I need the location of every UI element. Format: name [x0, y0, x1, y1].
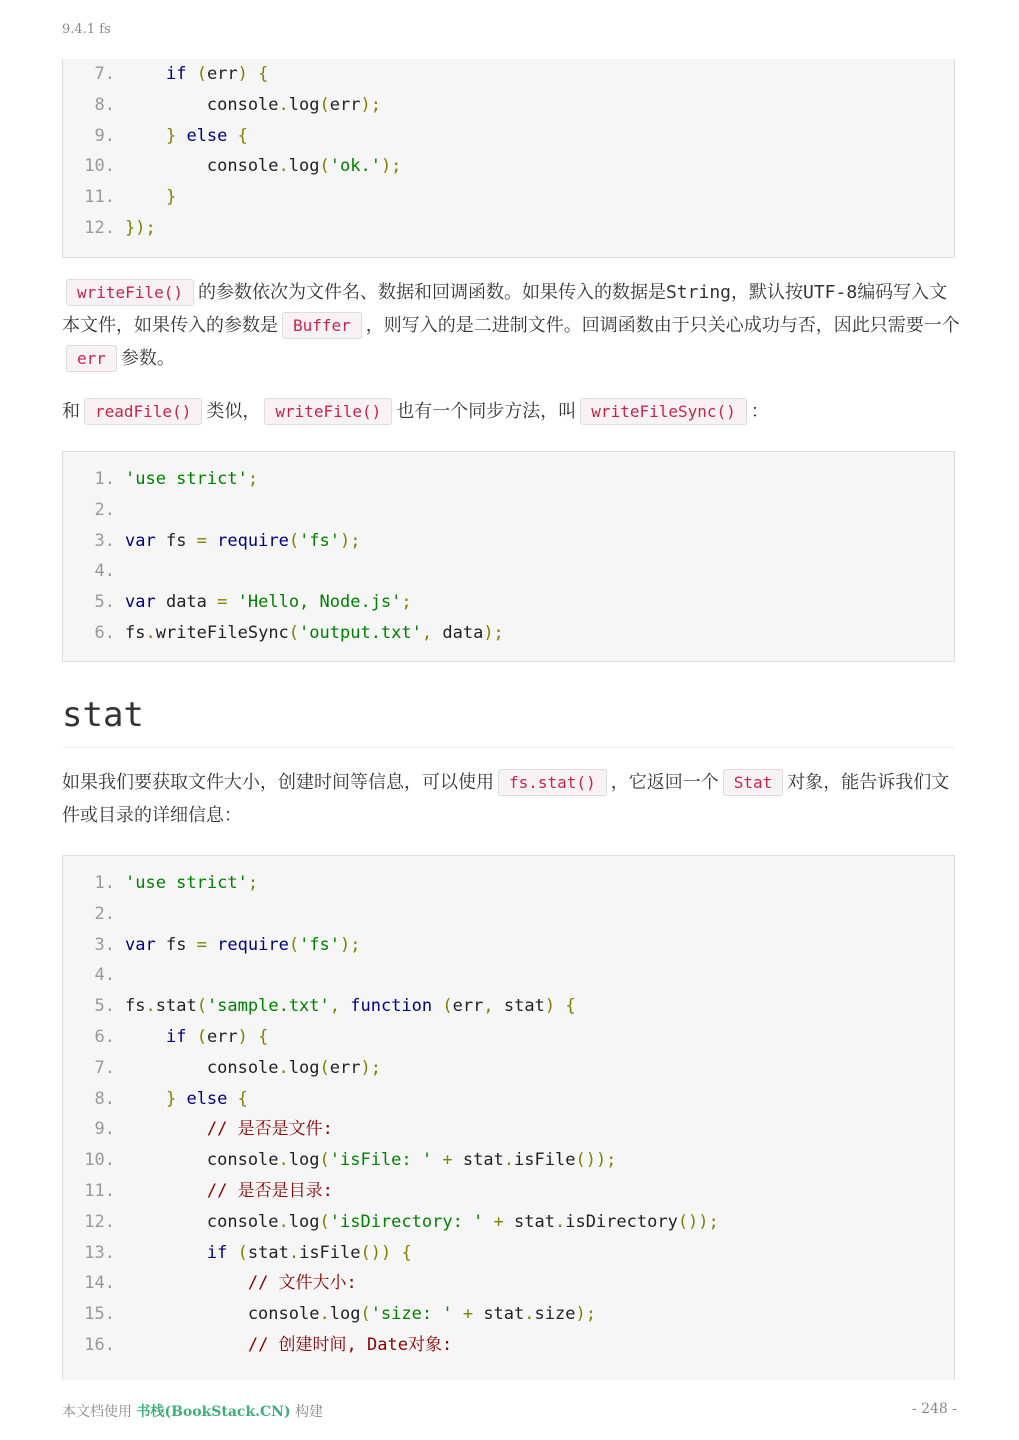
- inline-code-writefile: writeFile(): [264, 398, 392, 425]
- code-text: console.log('isFile: ' + stat.isFile());: [125, 1150, 617, 1171]
- code-line: [63, 59, 954, 90]
- inline-code-err: err: [66, 345, 117, 372]
- code-text: } else {: [165, 1088, 248, 1109]
- paragraph-text: ，默认按: [731, 282, 803, 303]
- footer-prefix: 本文档使用: [62, 1404, 132, 1420]
- code-text: if (err) {: [165, 64, 269, 84]
- line-number: 2.: [94, 903, 115, 924]
- code-line: [63, 1238, 954, 1269]
- running-header: 9.4.1 fs: [62, 22, 111, 37]
- code-text: console.log('ok.');: [125, 156, 402, 177]
- inline-code-readfile: readFile(): [84, 398, 202, 425]
- code-line: [63, 526, 954, 557]
- inline-mono-utf8: UTF-8: [803, 282, 858, 303]
- paragraph-text: ：: [750, 401, 769, 422]
- paragraph-text: ，则写入的是二进制文件。回调函数由于只关心成功与否，因此只需要一个: [365, 315, 960, 336]
- line-number: 3.: [94, 934, 115, 955]
- inline-code-writefilesync: writeFileSync(): [580, 398, 747, 425]
- code-block-write-file-sync: [62, 451, 955, 662]
- line-number: 1.: [94, 469, 115, 489]
- paragraph-text: 也有一个同步方法，叫: [396, 401, 577, 422]
- line-number: 15.: [84, 1304, 115, 1325]
- code-text: // 创建时间, Date对象:: [247, 1334, 453, 1355]
- code-line: [63, 899, 954, 930]
- paragraph-text: ，它返回一个: [610, 772, 719, 793]
- code-line: [63, 991, 954, 1022]
- code-line: [63, 930, 954, 961]
- inline-code-buffer: Buffer: [282, 312, 362, 339]
- line-number: 10.: [84, 1150, 115, 1171]
- code-text: console.log('isDirectory: ' + stat.isDirectory());: [125, 1211, 719, 1232]
- code-line: [63, 1145, 954, 1176]
- code-text: fs.writeFileSync('output.txt', data);: [125, 622, 504, 643]
- code-line: [63, 556, 954, 587]
- paragraph-text: 和: [62, 401, 80, 422]
- line-number: 8.: [94, 1088, 115, 1109]
- code-line: [63, 868, 954, 899]
- footer-brand-link[interactable]: 书栈(BookStack.CN): [136, 1404, 291, 1420]
- inline-code-writefile: writeFile(): [66, 279, 194, 306]
- line-number: 12.: [84, 1211, 115, 1232]
- code-text: // 是否是文件:: [206, 1119, 333, 1140]
- code-line: [63, 213, 954, 244]
- code-text: if (stat.isFile()) {: [206, 1242, 412, 1263]
- code-text: // 文件大小:: [247, 1273, 357, 1294]
- paragraph-text: 的参数依次为文件名、数据和回调函数。如果传入的数据是: [197, 282, 666, 303]
- code-text: fs.stat('sample.txt', function (err, stat) {: [125, 996, 576, 1017]
- paragraph-text: 对象，能告诉我们文件或目录的详细信息：: [62, 772, 950, 826]
- section-heading-stat: stat: [62, 695, 955, 748]
- inline-code-fs-stat: fs.stat(): [498, 769, 607, 796]
- code-block-write-file-callback: [62, 59, 955, 258]
- page-number: - 248 -: [911, 1401, 957, 1417]
- code-line: [63, 1176, 954, 1207]
- inline-code-stat: Stat: [723, 769, 784, 796]
- code-line: [63, 1299, 954, 1330]
- paragraph-text: 如果我们要获取文件大小，创建时间等信息，可以使用: [62, 772, 494, 793]
- line-number: 8.: [94, 94, 115, 115]
- line-number: 14.: [84, 1273, 115, 1294]
- code-line: [63, 1330, 954, 1361]
- line-number: 11.: [84, 1180, 115, 1201]
- code-line: [63, 121, 954, 152]
- code-line: [63, 1114, 954, 1145]
- paragraph-stat-intro: [62, 766, 962, 832]
- code-text: 'use strict';: [125, 469, 259, 489]
- code-block-fs-stat: [62, 855, 955, 1380]
- code-line: [63, 960, 954, 991]
- paragraph-text: 编码写入文本文件，如果传入的参数是: [62, 282, 948, 336]
- line-number: 5.: [94, 996, 115, 1017]
- line-number: 2.: [94, 499, 115, 520]
- line-number: 1.: [94, 873, 115, 893]
- line-number: 4.: [94, 965, 115, 986]
- line-number: 16.: [84, 1334, 115, 1355]
- line-number: 13.: [84, 1242, 115, 1263]
- code-line: [63, 464, 954, 495]
- paragraph-writefilesync: [62, 395, 962, 428]
- code-text: 'use strict';: [125, 873, 259, 893]
- line-number: 12.: [84, 217, 115, 238]
- code-text: var data = 'Hello, Node.js';: [125, 592, 412, 613]
- line-number: 4.: [94, 561, 115, 582]
- code-text: console.log('size: ' + stat.size);: [125, 1304, 596, 1325]
- code-text: });: [125, 217, 156, 238]
- inline-mono-string: String: [665, 282, 731, 303]
- code-line: [63, 1022, 954, 1053]
- line-number: 11.: [84, 187, 115, 208]
- code-line: [63, 587, 954, 618]
- line-number: 7.: [94, 64, 115, 84]
- code-text: }: [165, 187, 177, 208]
- code-line: [63, 1268, 954, 1299]
- code-line: [63, 1053, 954, 1084]
- line-number: 10.: [84, 156, 115, 177]
- line-number: 3.: [94, 530, 115, 551]
- code-line: [63, 182, 954, 213]
- code-text: } else {: [165, 125, 248, 146]
- code-line: [63, 618, 954, 649]
- code-text: var fs = require('fs');: [125, 934, 361, 955]
- line-number: 9.: [94, 1119, 115, 1140]
- line-number: 6.: [94, 622, 115, 643]
- code-text: console.log(err);: [125, 1057, 381, 1078]
- page-footer: [62, 1401, 957, 1421]
- line-number: 6.: [94, 1026, 115, 1047]
- code-text: var fs = require('fs');: [125, 530, 361, 551]
- paragraph-text: 类似，: [206, 401, 261, 422]
- code-text: // 是否是目录:: [206, 1180, 333, 1201]
- line-number: 9.: [94, 125, 115, 146]
- footer-suffix: 构建: [295, 1404, 324, 1420]
- code-text: if (err) {: [165, 1026, 269, 1047]
- code-line: [63, 1207, 954, 1238]
- line-number: 7.: [94, 1057, 115, 1078]
- paragraph-writefile-params: [62, 276, 962, 375]
- code-text: console.log(err);: [125, 94, 381, 115]
- code-line: [63, 90, 954, 121]
- code-line: [63, 495, 954, 526]
- line-number: 5.: [94, 592, 115, 613]
- paragraph-text: 参数。: [120, 348, 175, 369]
- code-line: [63, 1084, 954, 1115]
- code-line: [63, 151, 954, 182]
